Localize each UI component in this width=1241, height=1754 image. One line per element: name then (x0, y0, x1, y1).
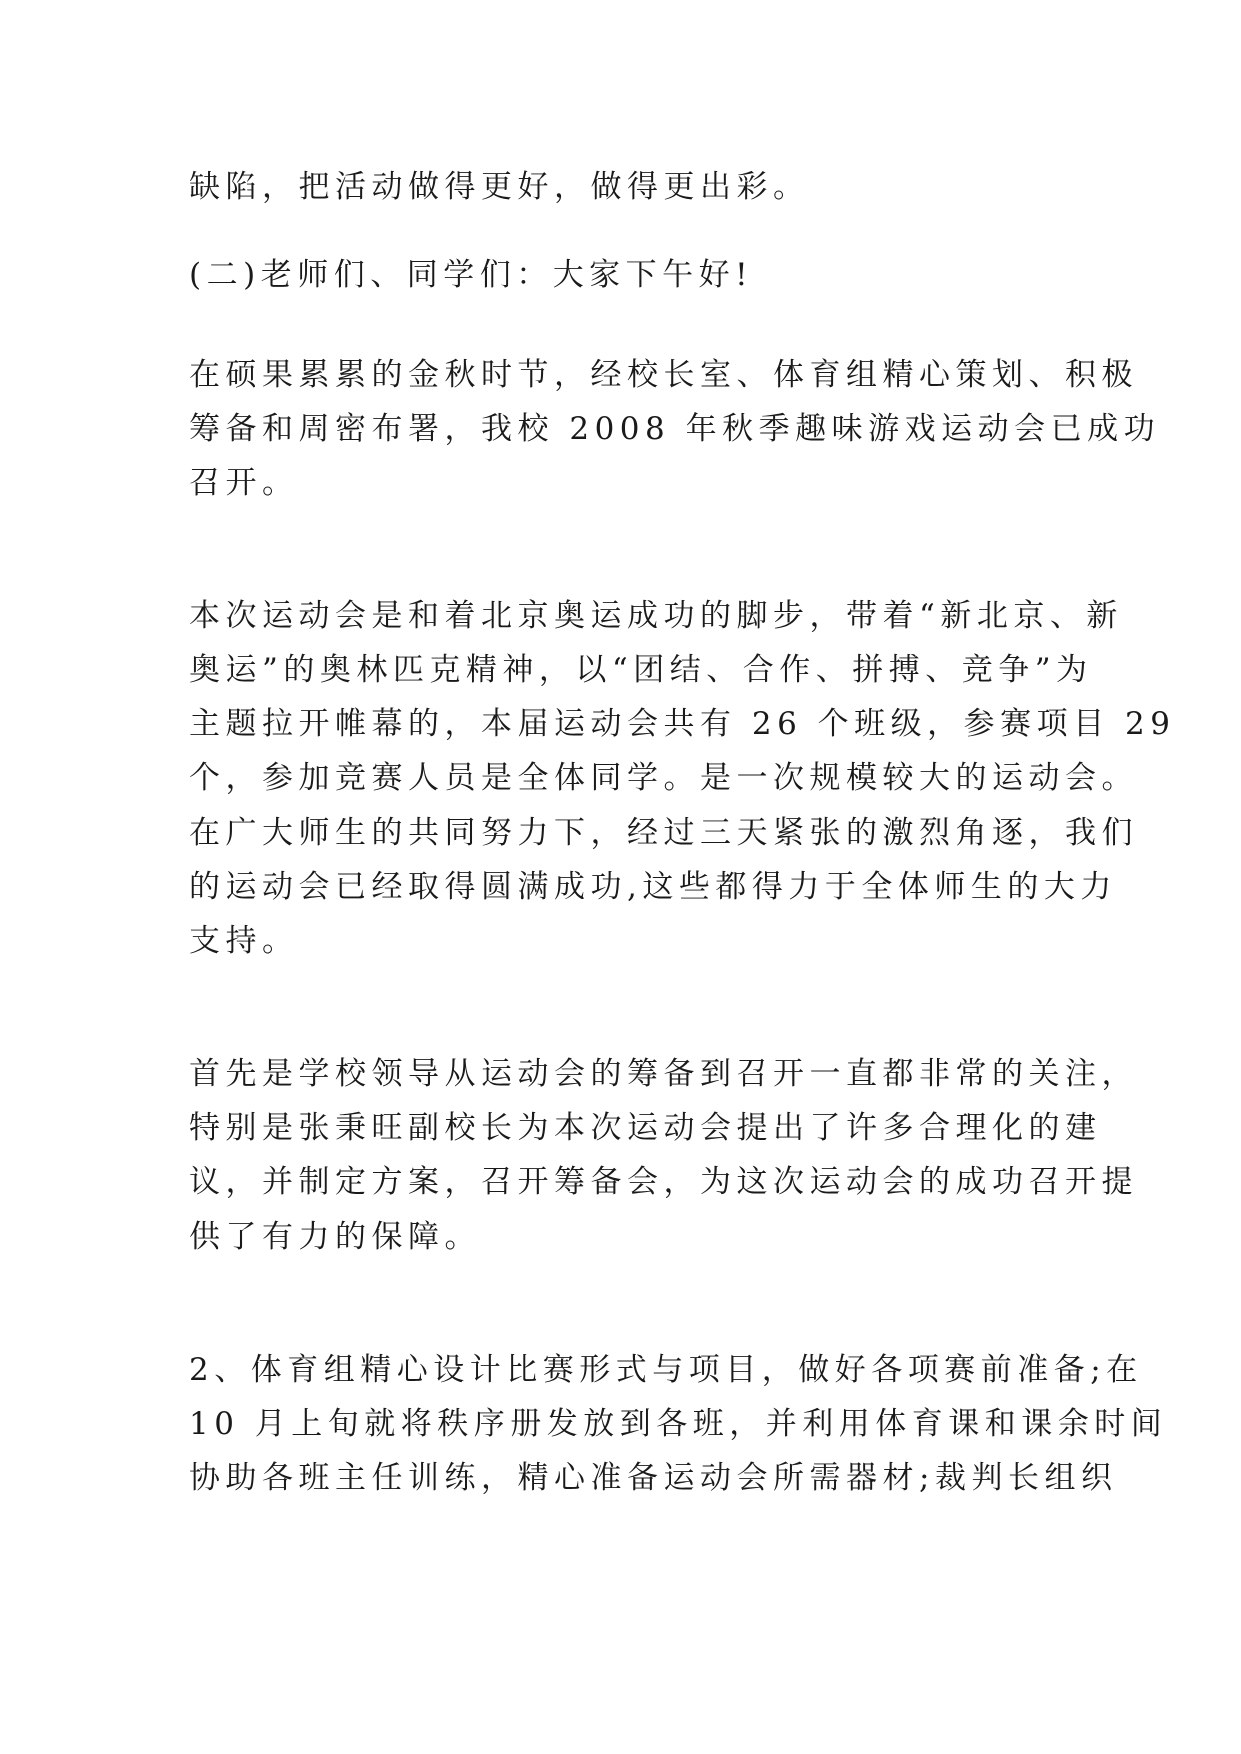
paragraph-3-line-1: 在硕果累累的金秋时节，经校长室、体育组精心策划、积极 (189, 357, 1138, 393)
paragraph-6-line-2: 10 月上旬就将秩序册发放到各班，并利用体育课和课余时间 (189, 1406, 1168, 1442)
paragraph-4-line-3: 主题拉开帷幕的，本届运动会共有 26 个班级，参赛项目 29 (189, 706, 1176, 742)
paragraph-1-line-1: 缺陷，把活动做得更好，做得更出彩。 (189, 169, 810, 205)
paragraph-6-line-3: 协助各班主任训练，精心准备运动会所需器材;裁判长组织 (189, 1460, 1118, 1496)
paragraph-5-line-3: 议，并制定方案，召开筹备会，为这次运动会的成功召开提 (189, 1164, 1138, 1200)
paragraph-4-line-6: 的运动会已经取得圆满成功,这些都得力于全体师生的大力 (189, 869, 1117, 905)
paragraph-4-line-7: 支持。 (189, 923, 299, 959)
paragraph-3-line-2: 筹备和周密布署，我校 2008 年秋季趣味游戏运动会已成功 (189, 411, 1161, 447)
paragraph-5-line-2: 特别是张秉旺副校长为本次运动会提出了许多合理化的建 (189, 1110, 1102, 1146)
paragraph-3-line-3: 召开。 (189, 465, 299, 501)
paragraph-6-line-1: 2、体育组精心设计比赛形式与项目，做好各项赛前准备;在 (189, 1352, 1143, 1388)
paragraph-4-line-4: 个，参加竞赛人员是全体同学。是一次规模较大的运动会。 (189, 760, 1138, 796)
paragraph-5-line-1: 首先是学校领导从运动会的筹备到召开一直都非常的关注， (189, 1056, 1138, 1092)
paragraph-5-line-4: 供了有力的保障。 (189, 1219, 481, 1255)
paragraph-2-line-1: (二)老师们、同学们：大家下午好! (189, 257, 754, 293)
paragraph-4-line-5: 在广大师生的共同努力下，经过三天紧张的激烈角逐，我们 (189, 815, 1138, 851)
paragraph-4-line-1: 本次运动会是和着北京奥运成功的脚步，带着“新北京、新 (189, 598, 1123, 634)
paragraph-4-line-2: 奥运”的奥林匹克精神，以“团结、合作、拼搏、竞争”为 (189, 652, 1093, 688)
